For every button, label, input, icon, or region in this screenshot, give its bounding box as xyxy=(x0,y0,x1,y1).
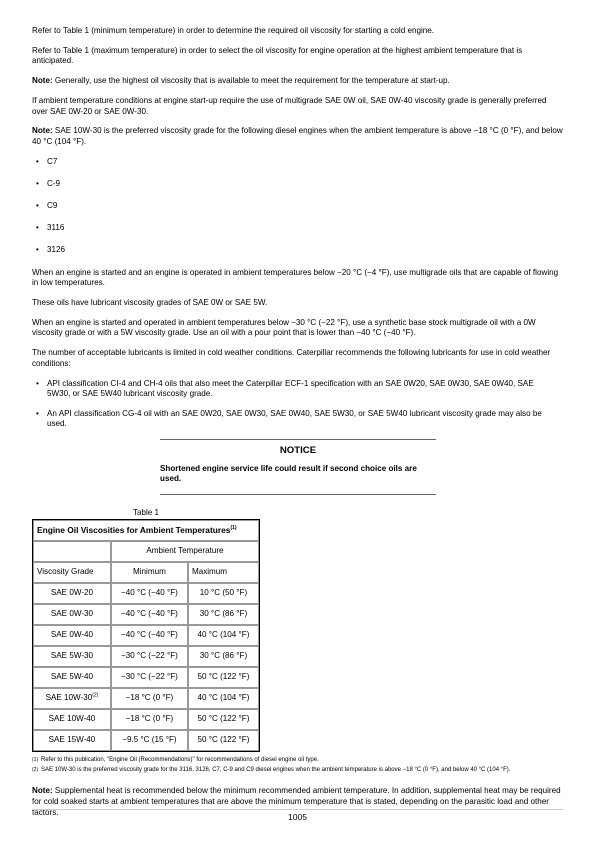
paragraph-cold-lubricants: The number of acceptable lubricants is limited in cold weather conditions. Caterpillar recommends the following lubricants for use in cold weather conditions: xyxy=(32,348,551,368)
paragraph-multigrade: If ambient temperature conditions at engine start-up require the use of multigrade SAE 0W oil, SAE 0W-40 viscosity grade is generally preferred over SAE 0W-20 or SAE 0W-30. xyxy=(32,95,547,116)
viscosity-table xyxy=(32,519,260,752)
note-10w30 xyxy=(32,126,563,147)
max-cell: 30 °C (86 °F) xyxy=(188,646,259,667)
note-label: Note: xyxy=(32,126,53,136)
list-item: • 3126 xyxy=(32,245,563,256)
list-item: • 3116 xyxy=(32,223,563,234)
paragraph-max-temp: Refer to Table 1 (maximum temperature) in order to select the oil viscosity for engine operation at the highest ambient temperature that is anticipated. xyxy=(32,45,523,66)
footnote-ref: (2) xyxy=(92,692,99,699)
min-cell: −18 °C (0 °F) xyxy=(111,688,188,709)
min-cell: −40 °C (−40 °F) xyxy=(111,583,188,604)
footer-divider xyxy=(32,809,563,810)
grade-cell: SAE 0W-20 xyxy=(33,583,111,604)
max-cell: 50 °C (122 °F) xyxy=(188,709,259,730)
table-row xyxy=(33,583,259,604)
column-header: Maximum xyxy=(188,562,259,583)
list-item: • C7 xyxy=(32,157,563,168)
min-cell: −9.5 °C (15 °F) xyxy=(111,730,188,751)
paragraph-below-minus20: When an engine is started and an engine is operated in ambient temperatures below −20 °C (−4 °F), use multigrade oils that are capable of flowing in low temperatures. xyxy=(32,267,559,288)
note-text: Generally, use the highest oil viscosity that is available to meet the requirement for the temperature at start-up. xyxy=(52,76,450,86)
paragraph-grades: These oils have lubricant viscosity grades of SAE 0W or SAE 5W. xyxy=(32,298,268,307)
footnote xyxy=(32,766,563,775)
table-row xyxy=(33,709,259,730)
min-cell: −30 °C (−22 °F) xyxy=(111,667,188,688)
min-cell: −40 °C (−40 °F) xyxy=(111,604,188,625)
grade-cell: SAE 10W-40 xyxy=(33,709,111,730)
min-cell: −40 °C (−40 °F) xyxy=(111,625,188,646)
note-text: SAE 10W-30 is the preferred viscosity grade for the following diesel engines when the ambient temperature is above −18 °C (0 °F), and below 40 °C (104 °F). xyxy=(32,126,563,146)
notice-box xyxy=(160,439,436,495)
notice-text: Shortened engine service life could result if second choice oils are used. xyxy=(160,463,417,484)
note-label: Note: xyxy=(32,76,53,86)
footnote-text: SAE 10W-30 is the preferred viscosity grade for the 3116, 3126, C7, C-9 and C9 diesel engines when the ambient temperature is above −18 °C (0 °F), and below 40 °C (104 °F). xyxy=(41,766,511,773)
empty-header-cell xyxy=(33,541,111,562)
min-cell: −30 °C (−22 °F) xyxy=(111,646,188,667)
footnote-ref: (1) xyxy=(230,525,237,532)
grade-cell: SAE 10W-30$^{(2)}$ xyxy=(33,688,111,709)
max-cell: 50 °C (122 °F) xyxy=(188,667,259,688)
max-cell: 10 °C (50 °F) xyxy=(188,583,259,604)
table-caption: Table 1 xyxy=(132,507,160,517)
grade-cell: SAE 15W-40 xyxy=(33,730,111,751)
list-item: • C9 xyxy=(32,201,563,212)
table-row xyxy=(33,646,259,667)
max-cell: 30 °C (86 °F) xyxy=(188,604,259,625)
page-number: 1005 xyxy=(287,812,308,822)
note-label: Note: xyxy=(32,786,53,796)
table-row xyxy=(33,625,259,646)
footnote-text: Refer to this publication, "Engine Oil (Recommendations)" for recommendations of diesel engine oil type. xyxy=(41,757,319,764)
paragraph-min-temp: Refer to Table 1 (minimum temperature) in order to determine the required oil viscosity for starting a cold engine. xyxy=(32,26,435,35)
table-row xyxy=(33,604,259,625)
footnote xyxy=(32,756,563,765)
document-page xyxy=(32,26,563,827)
list-item: • An API classification CG-4 oil with an SAE 0W20, SAE 0W30, SAE 0W40, SAE 5W30, or SAE 5W40 lubricant viscosity grade may also be used. xyxy=(32,409,563,430)
footnote-mark: (1) xyxy=(32,757,39,764)
grade-cell: SAE 5W-30 xyxy=(33,646,111,667)
table-row xyxy=(33,688,259,709)
max-cell: 40 °C (104 °F) xyxy=(188,688,259,709)
table-row xyxy=(33,730,259,751)
list-item: • C-9 xyxy=(32,179,563,190)
grade-cell: SAE 0W-40 xyxy=(33,625,111,646)
max-cell: 50 °C (122 °F) xyxy=(188,730,259,751)
note-highest-viscosity xyxy=(32,76,563,87)
engine-list xyxy=(32,157,563,256)
note-text: Supplemental heat is recommended below the minimum recommended ambient temperature. In addition, supplemental heat may be required for cold soaked starts at ambient temperatures that are above the minimum temperature that is stated, depending on the parasitic load and other factors. xyxy=(32,786,561,817)
footnotes xyxy=(32,756,563,774)
table-title: Engine Oil Viscosities for Ambient Temperatures$^{(1)}$ xyxy=(33,520,259,541)
paragraph-below-minus30: When an engine is started and operated in ambient temperatures below −30 °C (−22 °F), use a synthetic base stock multigrade oil with a 0W viscosity grade or with a 5W viscosity grade. Use an oil with a pour point that is lower than −40 °C (−40 °F). xyxy=(32,317,536,338)
notice-title: NOTICE xyxy=(279,444,317,456)
lubricant-list xyxy=(32,379,563,430)
list-item: • API classification CI-4 and CH-4 oils that also meet the Caterpillar ECF-1 specification with an SAE 0W20, SAE 0W30, SAE 0W40, SAE 5W30, or SAE 5W40 lubricant viscosity grade. xyxy=(32,379,563,400)
max-cell: 40 °C (104 °F) xyxy=(188,625,259,646)
group-header: Ambient Temperature xyxy=(111,541,259,562)
column-header: Viscosity Grade xyxy=(33,562,111,583)
grade-cell: SAE 5W-40 xyxy=(33,667,111,688)
table-row xyxy=(33,667,259,688)
min-cell: −18 °C (0 °F) xyxy=(111,709,188,730)
footnote-mark: (2) xyxy=(32,766,39,773)
grade-cell: SAE 0W-30 xyxy=(33,604,111,625)
column-header: Minimum xyxy=(111,562,188,583)
